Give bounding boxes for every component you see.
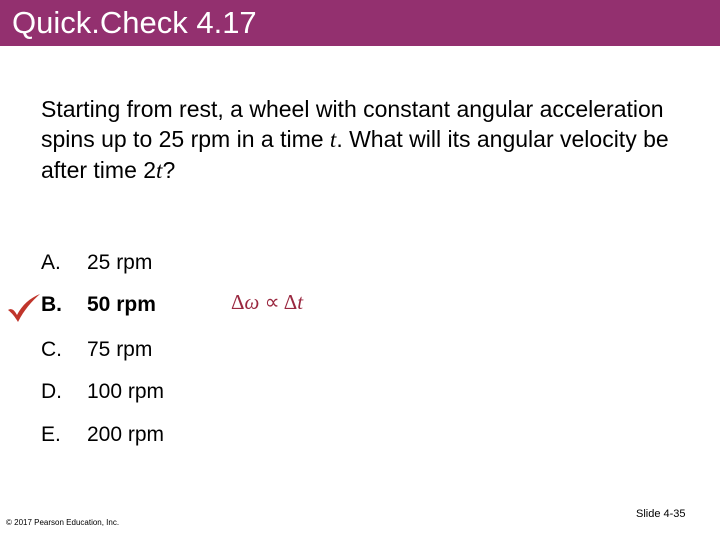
question-part-1: Starting from rest, a wheel with constant angular acceleration spins up to 25 rpm in a time — [41, 96, 664, 152]
option-d-letter: D. — [41, 380, 62, 403]
option-e — [41, 422, 164, 448]
slide-title: Quick.Check 4.17 — [12, 5, 257, 40]
option-a-text: 25 rpm — [87, 251, 153, 274]
option-a-letter: A. — [41, 251, 61, 274]
option-b-letter: B. — [41, 293, 62, 316]
formula-proportional-sign: ∝ — [259, 290, 284, 314]
checkmark-icon — [6, 293, 42, 323]
question-part-3: ? — [162, 157, 176, 183]
question-text — [41, 94, 681, 186]
proportionality-formula — [231, 290, 303, 315]
option-b — [41, 292, 156, 318]
formula-delta-1: Δ — [231, 290, 245, 314]
option-c-text: 75 rpm — [87, 338, 153, 361]
option-b-text: 50 rpm — [87, 293, 156, 316]
copyright-notice: © 2017 Pearson Education, Inc. — [6, 518, 120, 527]
question-variable-t: t — [329, 127, 337, 152]
question-variable-t-2: t — [156, 158, 163, 183]
formula-delta-2: Δ — [283, 290, 298, 314]
option-c — [41, 337, 152, 363]
option-e-text: 200 rpm — [87, 423, 165, 446]
formula-omega: ω — [244, 290, 260, 314]
question-part-2: . What will its angular velocity be after time 2 — [41, 126, 669, 183]
option-c-letter: C. — [41, 338, 62, 361]
option-d — [41, 379, 164, 405]
option-e-letter: E. — [41, 423, 61, 446]
option-a — [41, 250, 152, 276]
title-bar — [0, 0, 720, 46]
slide-number: Slide 4-35 — [636, 508, 686, 520]
formula-t: t — [297, 290, 304, 314]
option-d-text: 100 rpm — [87, 380, 165, 403]
